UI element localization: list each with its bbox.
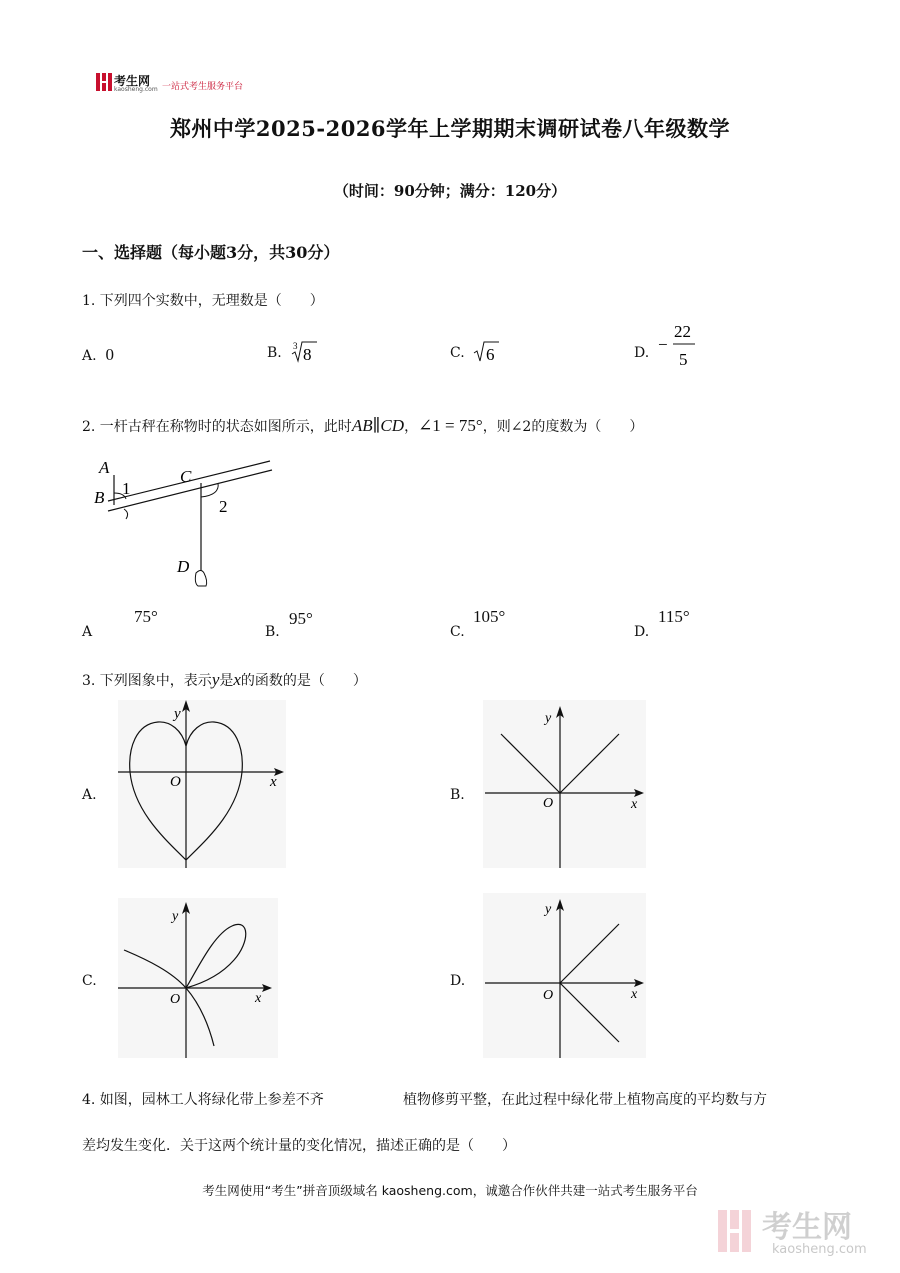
q2-option-a-label: A bbox=[82, 624, 93, 640]
q3-option-d-label: D. bbox=[450, 973, 466, 989]
axis-label-x: x bbox=[255, 991, 262, 1006]
q2-angle: ∠1 = 75° bbox=[418, 416, 483, 435]
q3-var-y: y bbox=[211, 670, 220, 689]
q3-graph-b bbox=[483, 700, 646, 868]
q2-option-d-value: 115° bbox=[658, 607, 690, 626]
q3-option-c-label: C. bbox=[82, 973, 97, 989]
label-d: D bbox=[177, 557, 190, 576]
q2-parallel: AB∥CD bbox=[351, 416, 405, 435]
label-angle-2: 2 bbox=[219, 497, 228, 516]
axis-label-y: y bbox=[545, 902, 552, 917]
page-title: 郑州中学2025-2026学年上学期期末调研试卷八年级数学 bbox=[169, 116, 731, 141]
q1-option-b: B. bbox=[267, 345, 282, 361]
fraction-denominator: 5 bbox=[679, 350, 688, 369]
q2-option-b-value: 95° bbox=[289, 609, 313, 628]
q4-line1-a: 4. 如图，园林工人将绿化带上参差不齐 bbox=[82, 1092, 324, 1108]
watermark-name: 考生网 bbox=[762, 1210, 852, 1245]
q3-graph-d bbox=[483, 893, 646, 1058]
q2-option-c-label: C. bbox=[450, 624, 465, 640]
label-c: C bbox=[180, 467, 192, 486]
q2-option-d-label: D. bbox=[634, 624, 650, 640]
axis-label-y: y bbox=[545, 711, 552, 726]
q1-option-c: C. bbox=[450, 345, 465, 361]
q1-option-a: A. 0 bbox=[82, 345, 114, 364]
logo-domain: kaosheng.com bbox=[114, 86, 158, 93]
q3-graph-c bbox=[118, 898, 278, 1058]
logo-name: 考生网 bbox=[114, 74, 151, 88]
q2-stem: 2. 一杆古秤在称物时的状态如图所示，此时AB∥CD，∠1 = 75°，则∠2的度数为（ ） bbox=[82, 416, 644, 435]
watermark-domain: kaosheng.com bbox=[772, 1242, 867, 1257]
q4-line2: 差均发生变化．关于这两个统计量的变化情况，描述正确的是（ ） bbox=[82, 1138, 516, 1154]
q3-graph-a bbox=[118, 700, 286, 868]
square-root-radicand: 6 bbox=[486, 345, 495, 364]
axis-label-origin: O bbox=[170, 992, 181, 1007]
q3-option-b-label: B. bbox=[450, 787, 465, 803]
axis-label-x: x bbox=[631, 797, 638, 812]
cube-root-radicand: 8 bbox=[303, 345, 312, 364]
axis-label-origin: O bbox=[170, 774, 181, 790]
section-heading: 一、选择题（每小题3分，共30分） bbox=[82, 243, 340, 262]
q1-option-d: D. bbox=[634, 345, 650, 361]
axis-label-origin: O bbox=[543, 988, 554, 1003]
axis-label-y: y bbox=[174, 706, 181, 722]
exam-info: （时间：90分钟；满分：120分） bbox=[333, 182, 567, 200]
q3-var-x: x bbox=[233, 670, 241, 689]
q1-square-root bbox=[472, 338, 502, 368]
fraction-numerator: 22 bbox=[674, 322, 691, 341]
q4-line1-b: 植物修剪平整，在此过程中绿化带上植物高度的平均数与方 bbox=[403, 1092, 767, 1108]
page-footer: 考生网使用“考生”拼音顶级域名 kaosheng.com，诚邀合作伙伴共建一站式考生服务平台 bbox=[202, 1183, 698, 1198]
q2-option-c-value: 105° bbox=[473, 607, 506, 626]
cube-root-index: 3 bbox=[293, 341, 298, 351]
q1-stem: 1. 下列四个实数中，无理数是（ ） bbox=[82, 293, 324, 309]
q2-figure bbox=[90, 455, 280, 595]
axis-label-x: x bbox=[270, 774, 277, 790]
q1-cube-root bbox=[289, 338, 319, 368]
logo-slogan: 一站式考生服务平台 bbox=[162, 82, 244, 92]
label-a: A bbox=[99, 458, 110, 477]
axis-label-origin: O bbox=[543, 796, 554, 811]
q2-option-a-value: 75° bbox=[134, 607, 158, 626]
q3-stem: 3. 下列图象中，表示y是x的函数的是（ ） bbox=[82, 670, 367, 689]
label-angle-1: 1 bbox=[122, 479, 131, 498]
label-b: B bbox=[94, 488, 105, 507]
q3-option-a-label: A. bbox=[82, 787, 97, 803]
q2-option-b-label: B. bbox=[265, 624, 280, 640]
axis-label-x: x bbox=[631, 987, 638, 1002]
fraction-sign: − bbox=[658, 335, 668, 354]
q1-fraction bbox=[656, 318, 702, 376]
axis-label-y: y bbox=[172, 909, 179, 924]
